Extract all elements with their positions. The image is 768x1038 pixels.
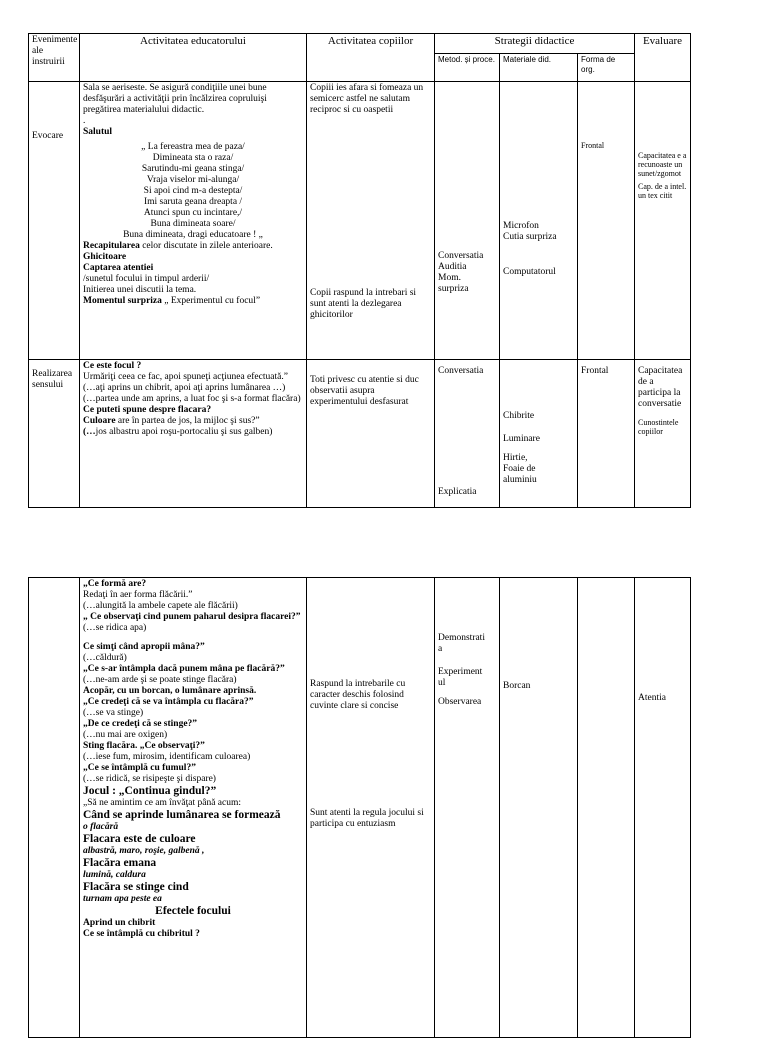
eval-text: Atentia [638, 693, 666, 703]
stage-evocare [29, 82, 80, 360]
children-text-1: Raspund la intrebarile cu caracter deschis folosind cuvinte clare si concise [310, 679, 406, 711]
statement-1: Când se aprinde lumânarea se formează [83, 809, 281, 821]
continuation-form-cell [578, 578, 635, 1038]
answer-1: (…aţi aprins un chibrit, apoi aţi aprins lumânarea …) [83, 383, 286, 393]
game-text: „Să ne amintim ce am învăţat până acum: [83, 798, 242, 808]
q-hand: Ce simţi când apropii mâna?” [83, 642, 205, 652]
answer-4: turnam apa peste ea [83, 894, 162, 904]
material-item: Foaie de [503, 464, 536, 474]
a-smoke: (…se ridică, se risipeşte şi dispare) [83, 774, 216, 784]
stop-text: Sting flacăra. „Ce observaţi?” [83, 741, 205, 751]
riddles-label: Ghicitoare [83, 252, 127, 262]
a-hand: (…căldură) [83, 653, 127, 663]
continuation-educator-cell [80, 578, 307, 1038]
stage-label: Evocare [32, 131, 64, 141]
a-hand2: (…ne-am arde şi se poate stinge flacăra) [83, 675, 237, 685]
method-item: a [438, 644, 443, 654]
answer-2: (…partea unde am aprins, a luat foc şi s-a format flacăra) [83, 394, 301, 404]
material-item: Computatorul [503, 267, 556, 277]
poem-line: Buna dimineata, dragi educatoare ! „ [123, 230, 263, 240]
header-strategies: Strategii didactice [435, 34, 635, 54]
statement-2: Flacara este de culoare [83, 833, 196, 845]
method-item: Observarea [438, 697, 482, 707]
eval-text-2: Cap. de a intel. un tex citit [638, 182, 687, 200]
game-title: Jocul : „Continua gindul?” [83, 785, 217, 797]
stage-realizare [29, 360, 80, 508]
evocare-methods-cell [435, 82, 500, 360]
poem-line: „ La fereastra mea de paza/ [141, 142, 245, 152]
children-text: Toti privesc cu atentie si duc observatii asupra experimentului desfasurat [310, 375, 419, 407]
recap-text [83, 241, 303, 252]
form-text: Frontal [581, 141, 605, 150]
evocare-materials-cell [500, 82, 578, 360]
method-item: Demonstrati [438, 633, 485, 643]
attention-label: Captarea atentiei [83, 263, 154, 273]
q-hand2: „Ce s-ar întâmpla dacă punem mâna pe flacără?” [83, 664, 285, 674]
a-form: (…alungită la ambele capete ale flăcării) [83, 601, 238, 611]
discussion-text: Initierea unei discutii la tema. [83, 285, 197, 295]
realizare-children-cell [307, 360, 435, 508]
form-text: Frontal [581, 366, 609, 376]
surprise-rest: „ Experimentul cu focul” [161, 296, 261, 306]
method-item: Conversatia [438, 251, 484, 261]
a-why: (…nu mai are oxigen) [83, 730, 168, 740]
eval-text-1: Capacitatea e a recunoaste un sunet/zgomot [638, 151, 687, 178]
a3-bold: (… [83, 427, 96, 437]
material-item: Hirtie, [503, 453, 528, 463]
continuation-materials-cell [500, 578, 578, 1038]
method-item: Explicatia [438, 487, 477, 497]
q-smoke: „Ce se întâmplă cu fumul?” [83, 763, 196, 773]
evocare-eval-cell [635, 82, 691, 360]
a-glass: (…se ridica apa) [83, 623, 147, 633]
dot-text: . [83, 116, 86, 126]
method-item: ul [438, 678, 446, 688]
realizare-materials-cell [500, 360, 578, 508]
intro-text: Sala se aeriseste. Se asigură condiţiile unei bune desfăşurări a activităţii prin încălzirea copruluişi pregătirea materialului didactic. [83, 83, 267, 115]
header-children: Activitatea copiilor [307, 34, 435, 82]
poem-line: Si apoi cind m-a destepta/ [143, 186, 243, 196]
cover-text: Acopăr, cu un borcan, o lumânare aprinsă. [83, 686, 257, 696]
recap-bold: Recapitularea [83, 241, 140, 251]
answer-2: albastră, maro, roşie, galbenă , [83, 846, 205, 856]
continuation-children-cell [307, 578, 435, 1038]
header-educator: Activitatea educatorului [80, 34, 307, 82]
question-1: Ce este focul ? [83, 361, 142, 371]
method-item: surpriza [438, 284, 469, 294]
material-item: Luminare [503, 434, 540, 444]
header-evaluation: Evaluare [635, 34, 691, 82]
a3-rest: jos albastru apoi roşu-portocaliu şi sus galben) [95, 427, 273, 437]
surprise-text [83, 296, 303, 307]
method-item: Auditia [438, 262, 467, 272]
answer-3 [83, 427, 303, 438]
statement-3: Flacăra emana [83, 857, 157, 869]
lesson-table-bottom [28, 577, 691, 1038]
stage-label: Realizarea sensului [32, 369, 73, 390]
statement-4: Flacăra se stinge cind [83, 881, 189, 893]
header-events: Evenimente ale instruirii [29, 34, 80, 82]
a-stop: (…iese fum, mirosim, identificam culoarea) [83, 752, 251, 762]
q-glass: „ Ce observaţi cind punem paharul desipra flacarei?” [83, 612, 301, 622]
stage-continuation [29, 578, 80, 1038]
poem-line: Dimineata sta o raza/ [152, 153, 234, 163]
realizare-form-cell [578, 360, 635, 508]
header-materials: Materiale did. [500, 54, 578, 82]
poem-line: Buna dimineata soare/ [150, 219, 236, 229]
question-2: Ce puteti spune despre flacara? [83, 405, 212, 415]
q3-rest: are în partea de jos, la mijloc şi sus?” [115, 416, 260, 426]
realizare-methods-cell [435, 360, 500, 508]
children-text-2: Copii raspund la intrebari si sunt atenti la dezlegarea ghicitorilor [310, 288, 417, 320]
continuation-methods-cell [435, 578, 500, 1038]
greeting-title: Salutul [83, 127, 113, 137]
evocare-children-cell [307, 82, 435, 360]
recap-rest: celor discutate in zilele anterioare. [139, 241, 273, 251]
children-text-1: Copiii ies afara si fomeaza un semicerc astfel ne salutam reciproc si cu oaspetii [310, 83, 424, 115]
a-think: (…se va stinge) [83, 708, 144, 718]
eval-text-2: Cunostintele copiilor [638, 418, 679, 436]
material-item: Borcan [503, 681, 531, 691]
poem-line: Sarutindu-mi geana stinga/ [141, 164, 245, 174]
match-question: Ce se întâmplă cu chibritul ? [83, 929, 200, 939]
poem-line: Imi saruta geana dreapta / [143, 197, 243, 207]
match-text: Aprind un chibrit [83, 918, 156, 928]
effects-title: Efectele focului [155, 905, 231, 917]
material-item: aluminiu [503, 475, 537, 485]
header-methods: Metod. și proce. [435, 54, 500, 82]
realizare-eval-cell [635, 360, 691, 508]
evocare-educator-cell [80, 82, 307, 360]
sound-text: /sunetul focului in timpul arderii/ [83, 274, 210, 284]
header-form: Forma de org. [578, 54, 635, 82]
q3-bold: Culoare [83, 416, 116, 426]
answer-3: lumină, caldura [83, 870, 146, 880]
continuation-eval-cell [635, 578, 691, 1038]
method-item: Conversatia [438, 366, 484, 376]
answer-1: o flacără [83, 822, 119, 832]
poem-line: Atunci spun cu incintare,/ [143, 208, 243, 218]
method-item: Mom. [438, 273, 461, 283]
question-1-text: Urmăriţi ceea ce fac, apoi spuneţi acţiunea efectuată.” [83, 372, 288, 382]
material-item: Cutia surpriza [503, 232, 557, 242]
material-item: Chibrite [503, 411, 535, 421]
method-item: Experiment [438, 667, 483, 677]
q-form-text: Redaţi în aer forma flăcării.” [83, 590, 193, 600]
poem-line: Vraja viselor mi-alunga/ [146, 175, 240, 185]
q-why: „De ce credeţi că se stinge?” [83, 719, 198, 729]
children-text-2: Sunt atenti la regula jocului si participa cu entuziasm [310, 808, 424, 829]
question-3 [83, 416, 303, 427]
lesson-table-top [28, 33, 691, 508]
eval-text-1: Capacitatea de a participa la conversatie [638, 366, 683, 409]
q-form: „Ce formă are? [83, 579, 147, 589]
evocare-form-cell [578, 82, 635, 360]
realizare-educator-cell [80, 360, 307, 508]
surprise-bold: Momentul surpriza [83, 296, 162, 306]
q-think: „Ce credeţi că se va întâmpla cu flacăra?” [83, 697, 254, 707]
material-item: Microfon [503, 221, 539, 231]
